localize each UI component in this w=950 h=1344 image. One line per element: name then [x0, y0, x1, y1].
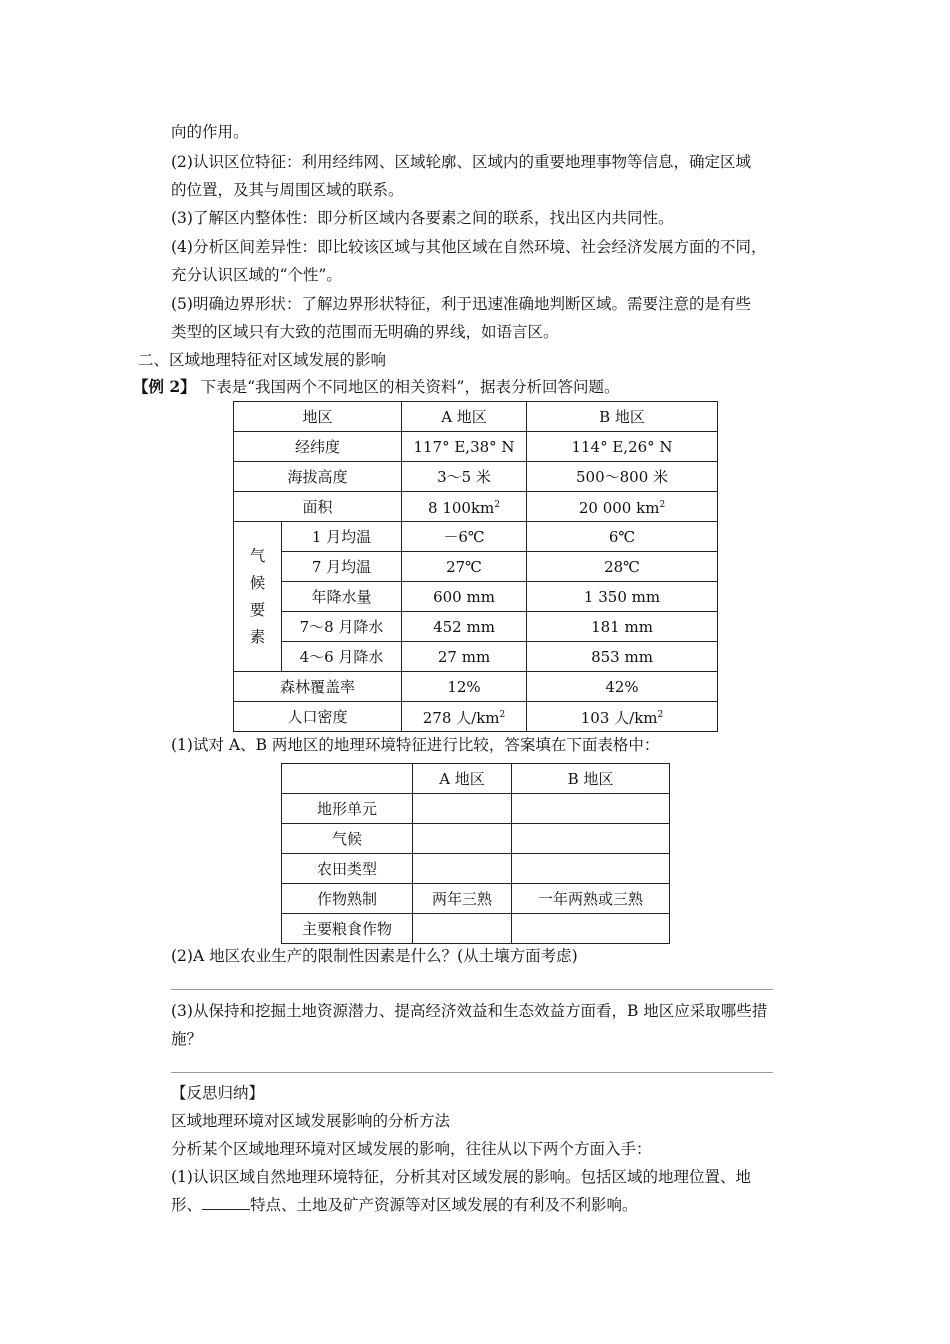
table-row	[234, 582, 718, 612]
answer-line[interactable]	[171, 1072, 773, 1073]
header-cell: A 地区	[413, 764, 512, 794]
table-row	[234, 522, 718, 552]
reflection-title: 【反思归纳】	[171, 1084, 265, 1102]
table-cell: 1 350 mm	[527, 582, 718, 612]
table-cell: 117° E,38° N	[402, 432, 527, 462]
question-3-line-2: 施？	[171, 1030, 203, 1048]
reflection-item-1-line-1: (1)认识区域自然地理环境特征，分析其对区域发展的影响。包括区域的地理位置、地	[171, 1168, 751, 1186]
header-cell: B 地区	[527, 402, 718, 432]
table-cell: 452 mm	[402, 612, 527, 642]
table-row	[282, 884, 670, 914]
table-cell: 20 000 $km^2$	[527, 492, 718, 522]
table-cell: 8 $100km^2$	[402, 492, 527, 522]
table-cell: 28℃	[527, 552, 718, 582]
section-heading: 二、区域地理特征对区域发展的影响	[138, 351, 387, 369]
question-2: (2)A 地区农业生产的限制性因素是什么？(从土壤方面考虑)	[171, 947, 578, 965]
region-data-table	[233, 401, 718, 732]
example-text: 下表是“我国两个不同地区的相关资料”，据表分析回答问题。	[200, 378, 620, 396]
row-label: 人口密度	[234, 702, 402, 732]
answer-cell: 一年两熟或三熟	[512, 884, 670, 914]
reflection-intro: 分析某个区域地理环境对区域发展的影响，往往从以下两个方面入手：	[171, 1140, 652, 1158]
answer-cell[interactable]	[512, 794, 670, 824]
table-cell: 42%	[527, 672, 718, 702]
row-label: 作物熟制	[282, 884, 413, 914]
answer-cell[interactable]	[413, 854, 512, 884]
table-cell: 27 mm	[402, 642, 527, 672]
answer-cell[interactable]	[413, 794, 512, 824]
table-row	[234, 702, 718, 732]
answer-line[interactable]	[171, 989, 773, 990]
table-cell: 853 mm	[527, 642, 718, 672]
table-cell: 181 mm	[527, 612, 718, 642]
row-label: 4～6 月降水	[282, 642, 402, 672]
point-2-line-1: (2)认识区位特征：利用经纬网、区域轮廓、区域内的重要地理事物等信息，确定区域	[171, 153, 751, 171]
row-label: 海拔高度	[234, 462, 402, 492]
table-cell: 27℃	[402, 552, 527, 582]
table-row	[282, 794, 670, 824]
table-row	[234, 612, 718, 642]
table-cell: 500～800 米	[527, 462, 718, 492]
comparison-answer-table	[281, 763, 670, 944]
point-5-line-2: 类型的区域只有大致的范围而无明确的界线，如语言区。	[171, 323, 559, 341]
table-cell: 3～5 米	[402, 462, 527, 492]
row-label: 1 月均温	[282, 522, 402, 552]
reflection-item-1-line-2: 形、 特点、土地及矿产资源等对区域发展的有利及不利影响。	[171, 1196, 638, 1214]
point-4-line-1: (4)分析区间差异性：即比较该区域与其他区域在自然环境、社会经济发展方面的不同，	[171, 238, 767, 256]
example-2-intro	[133, 377, 619, 397]
table-row	[282, 764, 670, 794]
answer-cell[interactable]	[413, 914, 512, 944]
reflection-subtitle: 区域地理环境对区域发展影响的分析方法	[171, 1112, 451, 1130]
row-label: 7 月均温	[282, 552, 402, 582]
paragraph-continuation: 向的作用。	[171, 123, 249, 141]
table-row	[234, 642, 718, 672]
row-label: 森林覆盖率	[234, 672, 402, 702]
row-label: 气候	[282, 824, 413, 854]
row-label: 地形单元	[282, 794, 413, 824]
climate-group-label: 气 候 要 素	[234, 522, 282, 672]
point-3-line-1: (3)了解区内整体性：即分析区域内各要素之间的联系，找出区内共同性。	[171, 209, 674, 227]
row-label: 农田类型	[282, 854, 413, 884]
row-label: 7～8 月降水	[282, 612, 402, 642]
row-label: 主要粮食作物	[282, 914, 413, 944]
table-row	[234, 462, 718, 492]
answer-cell[interactable]	[512, 854, 670, 884]
table-row	[282, 824, 670, 854]
header-cell: 地区	[234, 402, 402, 432]
row-label: 面积	[234, 492, 402, 522]
table-row	[234, 402, 718, 432]
table-cell: －6℃	[402, 522, 527, 552]
answer-cell[interactable]	[512, 824, 670, 854]
point-5-line-1: (5)明确边界形状：了解边界形状特征，利于迅速准确地判断区域。需要注意的是有些	[171, 295, 751, 313]
table-cell: 278 人$/km^2$	[402, 702, 527, 732]
table-row	[282, 914, 670, 944]
point-4-line-2: 充分认识区域的“个性”。	[171, 266, 342, 284]
header-cell: B 地区	[512, 764, 670, 794]
header-cell	[282, 764, 413, 794]
question-3-line-1: (3)从保持和挖掘土地资源潜力、提高经济效益和生态效益方面看，B 地区应采取哪些措	[171, 1002, 768, 1020]
table-cell: 6℃	[527, 522, 718, 552]
answer-cell[interactable]	[512, 914, 670, 944]
table-row	[234, 552, 718, 582]
table-cell: 114° E,26° N	[527, 432, 718, 462]
table-row	[234, 432, 718, 462]
table-cell: 12%	[402, 672, 527, 702]
point-2-line-2: 的位置，及其与周围区域的联系。	[171, 181, 404, 199]
header-cell: A 地区	[402, 402, 527, 432]
question-1: (1)试对 A、B 两地区的地理环境特征进行比较，答案填在下面表格中：	[171, 736, 660, 754]
answer-cell: 两年三熟	[413, 884, 512, 914]
table-row	[234, 492, 718, 522]
table-cell: 103 人$/km^2$	[527, 702, 718, 732]
table-row	[282, 854, 670, 884]
answer-cell[interactable]	[413, 824, 512, 854]
fill-blank[interactable]	[202, 1195, 250, 1210]
row-label: 经纬度	[234, 432, 402, 462]
table-row	[234, 672, 718, 702]
example-tag: 【例 2】	[133, 377, 196, 396]
row-label: 年降水量	[282, 582, 402, 612]
table-cell: 600 mm	[402, 582, 527, 612]
